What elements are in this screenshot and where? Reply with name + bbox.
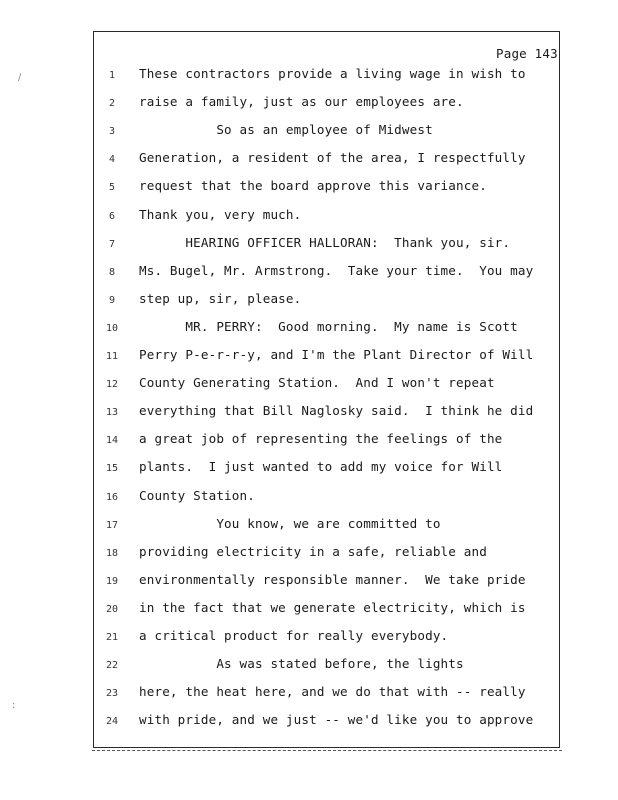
transcript-line	[0, 375, 560, 397]
line-number: 16	[105, 491, 119, 503]
page-number: Page 143	[496, 46, 558, 61]
transcript-line	[0, 459, 560, 481]
line-text: You know, we are committed to	[139, 515, 441, 531]
line-text: raise a family, just as our employees are.	[139, 94, 464, 110]
line-text: in the fact that we generate electricity, which is	[139, 599, 526, 615]
line-text: These contractors provide a living wage in wish to	[139, 66, 526, 81]
line-number: 8	[108, 266, 116, 278]
line-number: 10	[105, 322, 119, 334]
transcript-line	[0, 66, 560, 88]
line-number: 18	[105, 547, 119, 559]
scan-speck: /	[18, 72, 22, 83]
line-number: 24	[105, 716, 119, 728]
transcript-line	[0, 600, 560, 622]
transcript-line	[0, 207, 560, 229]
line-number: 5	[108, 182, 116, 194]
line-number: 12	[105, 379, 119, 391]
transcript-line	[0, 319, 560, 341]
transcript-line	[0, 431, 560, 453]
transcript-line	[0, 150, 560, 172]
line-number: 17	[105, 519, 119, 531]
line-text: Generation, a resident of the area, I respectfully	[139, 150, 526, 166]
line-text: County Station.	[139, 487, 255, 503]
transcript-line	[0, 488, 560, 510]
transcript-line	[0, 656, 560, 678]
line-number: 4	[108, 154, 116, 166]
line-number: 20	[105, 603, 119, 615]
line-number: 15	[105, 463, 119, 475]
line-text: So as an employee of Midwest	[139, 122, 433, 138]
transcript-line	[0, 403, 560, 425]
line-text: providing electricity in a safe, reliable and	[139, 543, 487, 559]
line-text: As was stated before, the lights	[139, 656, 464, 672]
transcript-line	[0, 263, 560, 285]
line-text: plants. I just wanted to add my voice for Will	[139, 459, 503, 475]
line-text: with pride, and we just -- we'd like you to approve	[139, 712, 534, 728]
transcript-line	[0, 347, 560, 369]
line-number: 7	[108, 238, 116, 250]
line-text: Thank you, very much.	[139, 206, 302, 222]
line-number: 23	[105, 688, 119, 700]
line-text: Ms. Bugel, Mr. Armstrong. Take your time. You may	[139, 262, 534, 278]
transcript-line	[0, 178, 560, 200]
line-number: 13	[105, 407, 119, 419]
scan-speck: :	[12, 700, 16, 711]
line-number: 2	[108, 98, 116, 110]
line-number: 1	[108, 70, 116, 81]
line-number: 14	[105, 435, 119, 447]
line-text: everything that Bill Naglosky said. I think he did	[139, 403, 534, 419]
line-text: a critical product for really everybody.	[139, 628, 449, 643]
transcript-line	[0, 122, 560, 144]
line-text: Perry P-e-r-r-y, and I'm the Plant Director of Will	[139, 347, 534, 362]
transcript-line	[0, 544, 560, 566]
transcript-line	[0, 684, 560, 706]
line-number: 6	[108, 210, 116, 222]
transcript-line	[0, 94, 560, 116]
line-number: 19	[105, 575, 119, 587]
line-number: 11	[105, 351, 119, 362]
line-number: 21	[105, 632, 119, 643]
line-text: environmentally responsible manner. We take pride	[139, 571, 526, 587]
transcript-line	[0, 291, 560, 313]
line-text: County Generating Station. And I won't repeat	[139, 375, 495, 391]
line-text: here, the heat here, and we do that with -- really	[139, 684, 526, 700]
transcript-line	[0, 628, 560, 650]
transcript-line	[0, 516, 560, 538]
transcript-line	[0, 235, 560, 257]
line-text: a great job of representing the feelings of the	[139, 431, 503, 447]
line-text: request that the board approve this variance.	[139, 178, 487, 194]
line-text: step up, sir, please.	[139, 290, 302, 306]
line-number: 22	[105, 660, 119, 672]
line-number: 9	[108, 294, 116, 306]
transcript-line	[0, 572, 560, 594]
line-number: 3	[108, 126, 116, 138]
transcript-line	[0, 712, 560, 734]
line-text: MR. PERRY: Good morning. My name is Scott	[139, 318, 518, 334]
line-text: HEARING OFFICER HALLORAN: Thank you, sir.	[139, 234, 511, 250]
